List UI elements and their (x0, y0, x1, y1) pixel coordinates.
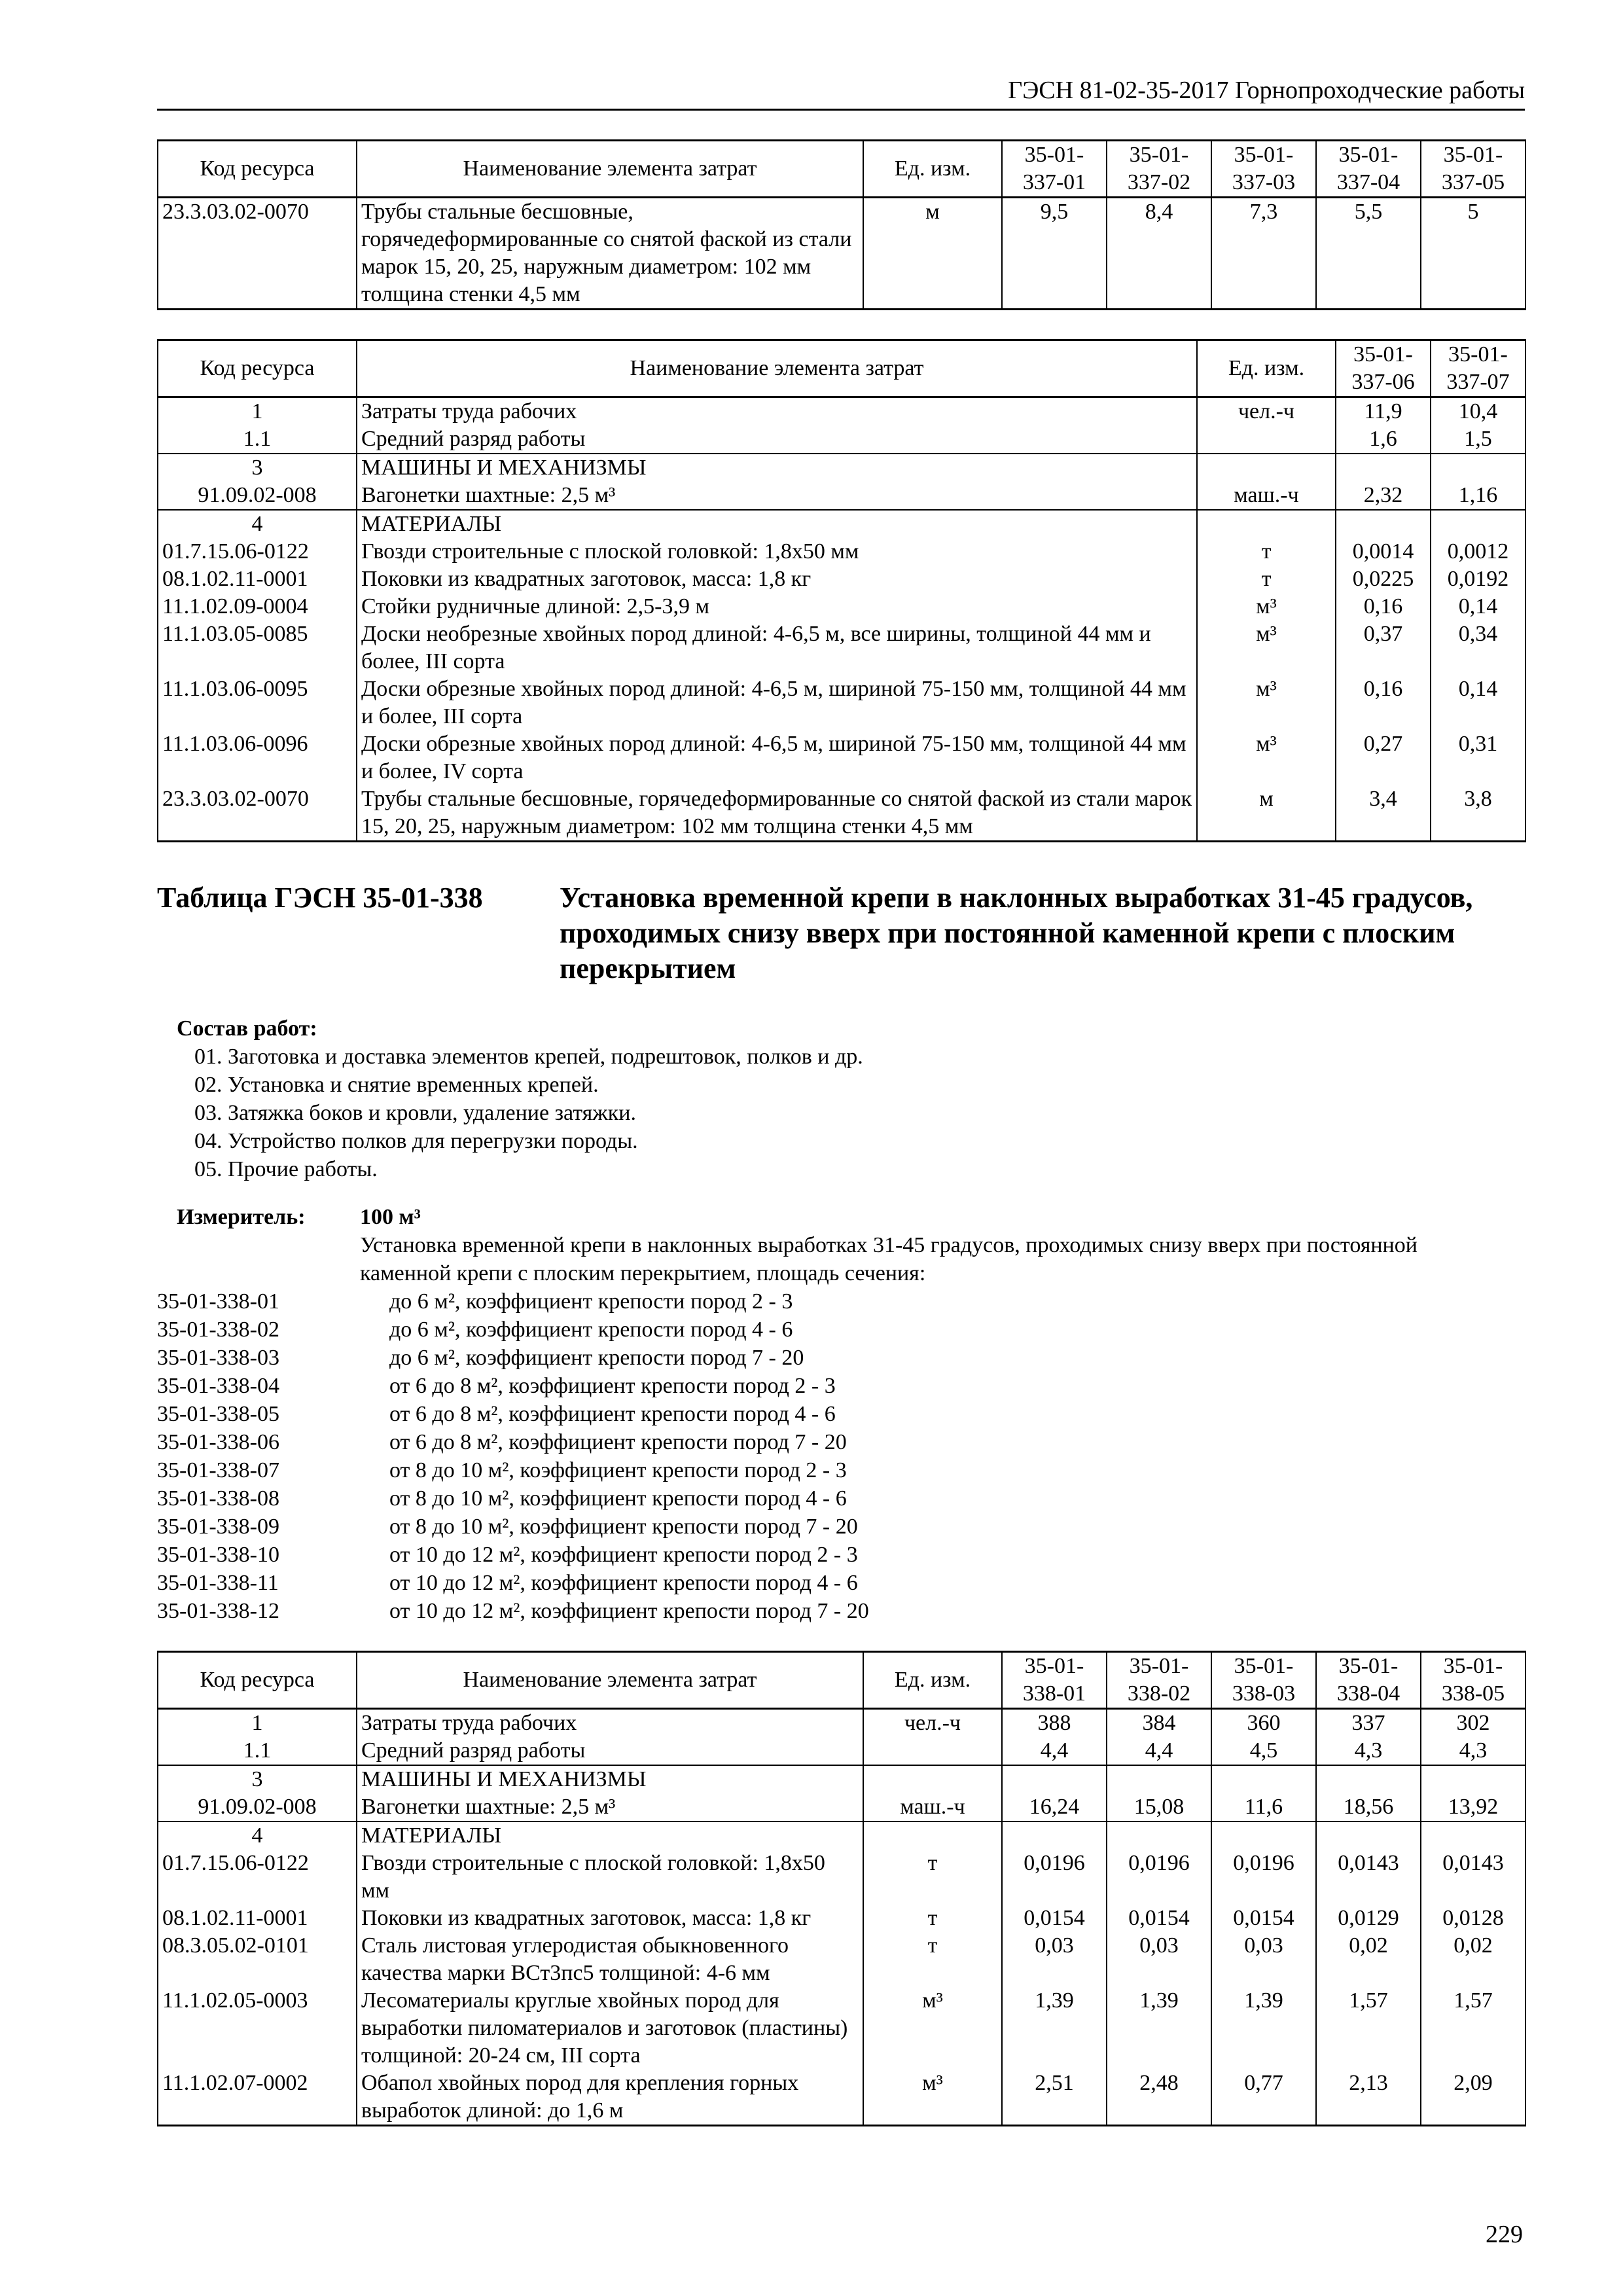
cell-unit (1197, 510, 1336, 538)
cell-value: 0,16 (1336, 593, 1431, 620)
group-row (158, 1821, 1525, 1850)
cell-unit (1197, 425, 1336, 454)
cell-value: 1,39 (1002, 1987, 1107, 2070)
table-row (158, 1905, 1525, 1932)
cell-value: 10,4 (1431, 397, 1525, 426)
work-item: 04. Устройство полков для перегрузки породы. (194, 1129, 638, 1153)
norm-code: 35-01-338-02 (157, 1318, 279, 1342)
measure-value: 100 м³ (360, 1205, 421, 1229)
cell-unit (1197, 454, 1336, 482)
cell-value (1421, 1765, 1525, 1793)
resource-table-338 (157, 1651, 1526, 2126)
cell-value: 16,24 (1002, 1793, 1107, 1821)
cell-name: Доски необрезные хвойных пород длиной: 4-6,5 м, все ширины, толщиной 44 мм и более, III сорта (357, 620, 1197, 675)
cell-name: Гвозди строительные с плоской головкой: 1,8x50 мм (357, 538, 1197, 565)
cell-name: МАШИНЫ И МЕХАНИЗМЫ (357, 1765, 863, 1793)
header-col: 35-01-337-05 (1421, 141, 1525, 198)
norm-text: до 6 м², коэффициент крепости пород 2 - 3 (389, 1289, 793, 1314)
cell-value (1431, 510, 1525, 538)
group-row (158, 1765, 1525, 1793)
cell-value: 2,32 (1336, 482, 1431, 510)
cell-code: 11.1.03.05-0085 (158, 620, 357, 675)
norm-code: 35-01-338-11 (157, 1571, 279, 1595)
norm-text: от 6 до 8 м², коэффициент крепости пород 2 - 3 (389, 1374, 836, 1398)
cell-unit: м³ (1197, 620, 1336, 675)
cell-value: 0,0196 (1211, 1850, 1316, 1905)
norm-code: 35-01-338-07 (157, 1458, 279, 1482)
table-row (158, 565, 1525, 593)
table-row (158, 730, 1525, 785)
work-item: 03. Затяжка боков и кровли, удаление затяжки. (194, 1101, 636, 1125)
cell-value: 11,9 (1336, 397, 1431, 426)
cell-value (1421, 1821, 1525, 1850)
cell-name: Доски обрезные хвойных пород длиной: 4-6,5 м, шириной 75-150 мм, толщиной 44 мм и более, IV сорта (357, 730, 1197, 785)
cell-code: 23.3.03.02-0070 (158, 785, 357, 842)
norm-text: от 10 до 12 м², коэффициент крепости пород 2 - 3 (389, 1543, 858, 1567)
cell-value: 388 (1002, 1709, 1107, 1738)
cell-value (1211, 1765, 1316, 1793)
resource-table-337-a (157, 139, 1526, 310)
cell-value: 360 (1211, 1709, 1316, 1738)
cell-value (1211, 1821, 1316, 1850)
cell-name: МАТЕРИАЛЫ (357, 1821, 863, 1850)
cell-code: 01.7.15.06-0122 (158, 1850, 357, 1905)
cell-value: 0,03 (1211, 1932, 1316, 1987)
cell-value: 1,57 (1316, 1987, 1421, 2070)
cell-code: 1.1 (158, 425, 357, 454)
table-row (158, 1709, 1525, 1738)
norm-code: 35-01-338-10 (157, 1543, 279, 1567)
cell-name: Стойки рудничные длиной: 2,5-3,9 м (357, 593, 1197, 620)
cell-value: 18,56 (1316, 1793, 1421, 1821)
norm-text: от 6 до 8 м², коэффициент крепости пород 7 - 20 (389, 1430, 847, 1454)
cell-value: 1,39 (1211, 1987, 1316, 2070)
group-row (158, 510, 1525, 538)
cell-unit: чел.-ч (1197, 397, 1336, 426)
cell-value: 0,34 (1431, 620, 1525, 675)
cell-value: 8,4 (1107, 198, 1211, 310)
cell-unit: т (863, 1850, 1002, 1905)
cell-unit (863, 1765, 1002, 1793)
cell-value: 0,0129 (1316, 1905, 1421, 1932)
cell-value: 0,0154 (1107, 1905, 1211, 1932)
cell-value: 0,31 (1431, 730, 1525, 785)
running-header: ГЭСН 81-02-35-2017 Горнопроходческие работы (157, 72, 1525, 111)
header-col: 35-01-337-06 (1336, 340, 1431, 397)
cell-unit (863, 1737, 1002, 1765)
cell-value: 4,4 (1107, 1737, 1211, 1765)
cell-value: 0,0014 (1336, 538, 1431, 565)
header-code: Код ресурса (158, 340, 357, 397)
cell-value: 0,16 (1336, 675, 1431, 730)
header-col: 35-01-338-03 (1211, 1652, 1316, 1709)
cell-value: 0,27 (1336, 730, 1431, 785)
cell-code: 3 (158, 454, 357, 482)
cell-value: 2,48 (1107, 2070, 1211, 2126)
cell-value: 0,37 (1336, 620, 1431, 675)
table-header-row (158, 1652, 1525, 1709)
norm-code: 35-01-338-06 (157, 1430, 279, 1454)
table-header-row (158, 340, 1525, 397)
cell-name: Вагонетки шахтные: 2,5 м³ (357, 1793, 863, 1821)
group-row (158, 454, 1525, 482)
cell-value: 0,14 (1431, 593, 1525, 620)
table-row (158, 538, 1525, 565)
cell-value: 5,5 (1316, 198, 1421, 310)
cell-unit: т (1197, 538, 1336, 565)
norm-code: 35-01-338-12 (157, 1599, 279, 1623)
header-col: 35-01-337-07 (1431, 340, 1525, 397)
cell-name: Поковки из квадратных заготовок, масса: 1,8 кг (357, 1905, 863, 1932)
cell-unit: м (1197, 785, 1336, 842)
cell-unit: м³ (1197, 730, 1336, 785)
cell-value (1316, 1821, 1421, 1850)
cell-code: 08.1.02.11-0001 (158, 1905, 357, 1932)
cell-value: 0,0196 (1107, 1850, 1211, 1905)
cell-value: 0,02 (1316, 1932, 1421, 1987)
cell-code: 1.1 (158, 1737, 357, 1765)
cell-value: 1,39 (1107, 1987, 1211, 2070)
table-row (158, 198, 1525, 310)
cell-code: 08.1.02.11-0001 (158, 565, 357, 593)
table-header-row (158, 141, 1525, 198)
header-col: 35-01-337-01 (1002, 141, 1107, 198)
cell-name: Затраты труда рабочих (357, 1709, 863, 1738)
cell-value: 4,3 (1421, 1737, 1525, 1765)
cell-code: 3 (158, 1765, 357, 1793)
work-heading: Состав работ: (177, 1016, 317, 1041)
cell-code: 08.3.05.02-0101 (158, 1932, 357, 1987)
cell-code: 4 (158, 510, 357, 538)
cell-value: 384 (1107, 1709, 1211, 1738)
header-unit: Ед. изм. (863, 1652, 1002, 1709)
cell-value (1336, 510, 1431, 538)
cell-value: 9,5 (1002, 198, 1107, 310)
header-unit: Ед. изм. (1197, 340, 1336, 397)
cell-value: 1,6 (1336, 425, 1431, 454)
cell-value (1002, 1765, 1107, 1793)
cell-code: 91.09.02-008 (158, 1793, 357, 1821)
cell-value (1316, 1765, 1421, 1793)
work-item: 02. Установка и снятие временных крепей. (194, 1073, 599, 1097)
cell-value (1336, 454, 1431, 482)
cell-value: 0,0192 (1431, 565, 1525, 593)
cell-value (1431, 454, 1525, 482)
table-row (158, 1932, 1525, 1987)
cell-value: 0,03 (1002, 1932, 1107, 1987)
cell-value: 11,6 (1211, 1793, 1316, 1821)
table-row (158, 482, 1525, 510)
page-number: 229 (1486, 2221, 1523, 2248)
norm-code: 35-01-338-03 (157, 1346, 279, 1370)
cell-name: Гвозди строительные с плоской головкой: 1,8x50 мм (357, 1850, 863, 1905)
cell-unit: т (1197, 565, 1336, 593)
norm-text: от 8 до 10 м², коэффициент крепости пород 4 - 6 (389, 1486, 847, 1511)
cell-value: 3,4 (1336, 785, 1431, 842)
cell-unit: маш.-ч (863, 1793, 1002, 1821)
header-col: 35-01-338-04 (1316, 1652, 1421, 1709)
table-row (158, 1987, 1525, 2070)
cell-code: 1 (158, 1709, 357, 1738)
cell-value: 337 (1316, 1709, 1421, 1738)
cell-code: 23.3.03.02-0070 (158, 198, 357, 310)
norm-code: 35-01-338-01 (157, 1289, 279, 1314)
cell-name: Сталь листовая углеродистая обыкновенного качества марки ВСт3пс5 толщиной: 4-6 мм (357, 1932, 863, 1987)
cell-value: 0,0154 (1002, 1905, 1107, 1932)
cell-unit: т (863, 1932, 1002, 1987)
cell-value: 0,0143 (1421, 1850, 1525, 1905)
cell-value: 15,08 (1107, 1793, 1211, 1821)
cell-value: 0,03 (1107, 1932, 1211, 1987)
cell-name: МАШИНЫ И МЕХАНИЗМЫ (357, 454, 1197, 482)
measure-description: Установка временной крепи в наклонных выработках 31-45 градусов, проходимых снизу вверх при постоянной каменной крепи с плоским перекрытием, площадь сечения: (360, 1233, 1418, 1285)
cell-name: Поковки из квадратных заготовок, масса: 1,8 кг (357, 565, 1197, 593)
header-col: 35-01-338-05 (1421, 1652, 1525, 1709)
cell-name: Обапол хвойных пород для крепления горных выработок длиной: до 1,6 м (357, 2070, 863, 2126)
work-item: 05. Прочие работы. (194, 1157, 378, 1181)
work-item: 01. Заготовка и доставка элементов крепей, подрештовок, полков и др. (194, 1045, 863, 1069)
table-row (158, 593, 1525, 620)
cell-unit: чел.-ч (863, 1709, 1002, 1738)
cell-code: 11.1.03.06-0095 (158, 675, 357, 730)
header-name: Наименование элемента затрат (357, 1652, 863, 1709)
table-row (158, 1737, 1525, 1765)
measure-label: Измеритель: (177, 1205, 306, 1229)
cell-code: 11.1.02.07-0002 (158, 2070, 357, 2126)
header-col: 35-01-337-02 (1107, 141, 1211, 198)
cell-value: 1,57 (1421, 1987, 1525, 2070)
norm-text: от 8 до 10 м², коэффициент крепости пород 2 - 3 (389, 1458, 847, 1482)
cell-value: 0,0196 (1002, 1850, 1107, 1905)
cell-value: 1,16 (1431, 482, 1525, 510)
cell-name: Лесоматериалы круглые хвойных пород для выработки пиломатериалов и заготовок (пластины) толщиной: 20-24 см, III сорта (357, 1987, 863, 2070)
cell-value: 13,92 (1421, 1793, 1525, 1821)
cell-value: 0,0225 (1336, 565, 1431, 593)
cell-value: 7,3 (1211, 198, 1316, 310)
table-row (158, 675, 1525, 730)
cell-unit: м³ (1197, 675, 1336, 730)
cell-value (1107, 1821, 1211, 1850)
resource-table-337-b (157, 339, 1526, 842)
cell-value: 0,0012 (1431, 538, 1525, 565)
header-unit: Ед. изм. (863, 141, 1002, 198)
cell-value: 0,0143 (1316, 1850, 1421, 1905)
header-col: 35-01-337-03 (1211, 141, 1316, 198)
cell-name: Доски обрезные хвойных пород длиной: 4-6,5 м, шириной 75-150 мм, толщиной 44 мм и более, III сорта (357, 675, 1197, 730)
header-name: Наименование элемента затрат (357, 340, 1197, 397)
cell-unit: м³ (863, 2070, 1002, 2126)
table-row (158, 620, 1525, 675)
norm-text: до 6 м², коэффициент крепости пород 7 - 20 (389, 1346, 804, 1370)
cell-code: 4 (158, 1821, 357, 1850)
cell-value: 4,4 (1002, 1737, 1107, 1765)
norm-text: от 6 до 8 м², коэффициент крепости пород 4 - 6 (389, 1402, 836, 1426)
cell-value: 0,77 (1211, 2070, 1316, 2126)
table-row (158, 1850, 1525, 1905)
cell-value: 2,13 (1316, 2070, 1421, 2126)
cell-unit: м (863, 198, 1002, 310)
cell-value: 3,8 (1431, 785, 1525, 842)
cell-value: 4,5 (1211, 1737, 1316, 1765)
cell-code: 11.1.03.06-0096 (158, 730, 357, 785)
norm-code: 35-01-338-08 (157, 1486, 279, 1511)
cell-value (1107, 1765, 1211, 1793)
cell-name: Средний разряд работы (357, 1737, 863, 1765)
header-code: Код ресурса (158, 1652, 357, 1709)
cell-value: 2,09 (1421, 2070, 1525, 2126)
cell-value: 0,02 (1421, 1932, 1525, 1987)
norm-code: 35-01-338-04 (157, 1374, 279, 1398)
cell-code: 01.7.15.06-0122 (158, 538, 357, 565)
cell-code: 11.1.02.05-0003 (158, 1987, 357, 2070)
norm-text: от 10 до 12 м², коэффициент крепости пород 4 - 6 (389, 1571, 858, 1595)
header-col: 35-01-337-04 (1316, 141, 1421, 198)
work-composition (177, 1014, 863, 1183)
cell-code: 1 (158, 397, 357, 426)
table-row (158, 1793, 1525, 1821)
cell-unit (863, 1821, 1002, 1850)
cell-value: 4,3 (1316, 1737, 1421, 1765)
cell-code: 91.09.02-008 (158, 482, 357, 510)
cell-name: Вагонетки шахтные: 2,5 м³ (357, 482, 1197, 510)
table-row (158, 425, 1525, 454)
cell-name: Затраты труда рабочих (357, 397, 1197, 426)
norm-text: до 6 м², коэффициент крепости пород 4 - 6 (389, 1318, 793, 1342)
section-title: Установка временной крепи в наклонных выработках 31-45 градусов, проходимых снизу вверх при постоянной каменной крепи с плоским перекрытием (560, 882, 1473, 984)
cell-name: Средний разряд работы (357, 425, 1197, 454)
header-name: Наименование элемента затрат (357, 141, 863, 198)
header-col: 35-01-338-01 (1002, 1652, 1107, 1709)
cell-value: 0,0154 (1211, 1905, 1316, 1932)
header-code: Код ресурса (158, 141, 357, 198)
norm-text: от 8 до 10 м², коэффициент крепости пород 7 - 20 (389, 1515, 858, 1539)
cell-code: 11.1.02.09-0004 (158, 593, 357, 620)
cell-value: 2,51 (1002, 2070, 1107, 2126)
cell-name: Трубы стальные бесшовные, горячедеформированные со снятой фаской из стали марок 15, 20, 25, наружным диаметром: 102 мм толщина стенки 4,5 мм (357, 198, 863, 310)
norm-text: от 10 до 12 м², коэффициент крепости пород 7 - 20 (389, 1599, 869, 1623)
cell-value: 5 (1421, 198, 1525, 310)
cell-value: 0,14 (1431, 675, 1525, 730)
cell-name: Трубы стальные бесшовные, горячедеформированные со снятой фаской из стали марок 15, 20, 25, наружным диаметром: 102 мм толщина стенки 4,5 мм (357, 785, 1197, 842)
table-label: Таблица ГЭСН 35-01-338 (157, 882, 483, 914)
cell-unit: маш.-ч (1197, 482, 1336, 510)
cell-unit: т (863, 1905, 1002, 1932)
norm-code: 35-01-338-05 (157, 1402, 279, 1426)
cell-value: 0,0128 (1421, 1905, 1525, 1932)
cell-unit: м³ (863, 1987, 1002, 2070)
cell-value: 302 (1421, 1709, 1525, 1738)
cell-value (1002, 1821, 1107, 1850)
cell-unit: м³ (1197, 593, 1336, 620)
table-row (158, 397, 1525, 426)
table-row (158, 785, 1525, 842)
table-row (158, 2070, 1525, 2126)
header-col: 35-01-338-02 (1107, 1652, 1211, 1709)
cell-name: МАТЕРИАЛЫ (357, 510, 1197, 538)
norm-code: 35-01-338-09 (157, 1515, 279, 1539)
cell-value: 1,5 (1431, 425, 1525, 454)
